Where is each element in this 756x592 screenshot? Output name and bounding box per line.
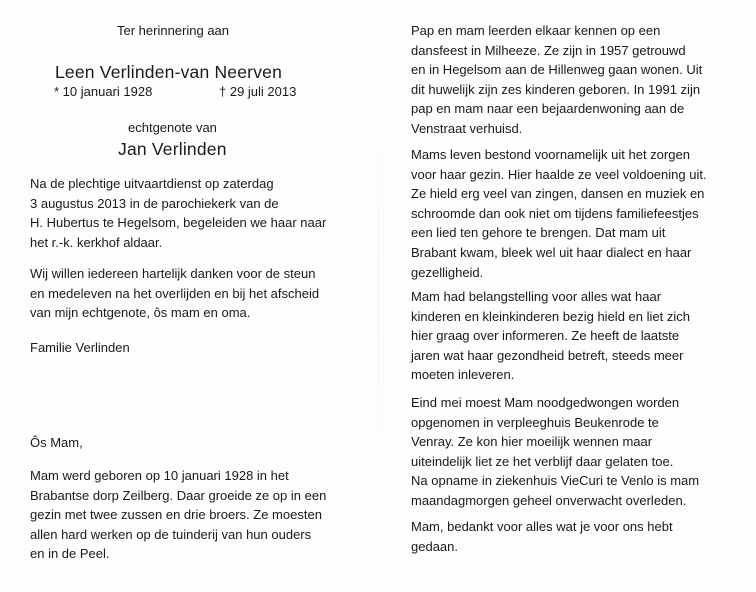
text-line: en medeleven na het overlijden en bij het afscheid xyxy=(30,285,320,301)
text-line: gezin met twee zussen en drie broers. Ze moesten xyxy=(30,507,322,523)
family-signature: Familie Verlinden xyxy=(30,340,130,355)
story-paragraph-4 xyxy=(411,287,690,385)
text-line: voor haar gezin. Hier haalde ze veel voldoening uit. xyxy=(411,166,707,182)
text-line: hier graag over informeren. Ze heeft de laatste xyxy=(411,328,680,344)
spouse-name: Jan Verlinden xyxy=(118,139,227,159)
text-line: Mams leven bestond voornamelijk uit het zorgen xyxy=(411,147,690,162)
text-line: Ze hield erg veel van zingen, dansen en muziek en xyxy=(411,186,705,202)
text-line: Venstraat verhuisd. xyxy=(411,120,523,136)
text-line: allen hard werken op de tuinderij van hun ouders xyxy=(30,526,312,542)
text-line: kinderen en kleinkinderen bezig hield en liet zich xyxy=(411,308,690,324)
text-line: Na opname in ziekenhuis VieCuri te Venlo is mam xyxy=(411,473,700,489)
birth-date: * 10 januari 1928 xyxy=(54,84,153,99)
text-line: Pap en mam leerden elkaar kennen op een xyxy=(411,23,661,38)
text-line: gezelligheid. xyxy=(411,264,484,280)
salutation: Ôs Mam, xyxy=(30,435,83,450)
story-paragraph-6 xyxy=(411,517,673,556)
text-line: Mam werd geboren op 10 januari 1928 in het xyxy=(30,468,289,483)
text-line: dansfeest in Milheeze. Ze zijn in 1957 getrouwd xyxy=(411,42,686,58)
text-line: en in de Peel. xyxy=(30,546,110,562)
text-line: Wij willen iedereen hartelijk danken voor de steun xyxy=(30,266,316,281)
story-paragraph-3 xyxy=(411,145,707,282)
text-line: moeten inleveren. xyxy=(411,367,515,383)
deceased-name: Leen Verlinden-van Neerven xyxy=(55,62,283,82)
text-line: dit huwelijk zijn zes kinderen geboren. In 1991 zijn xyxy=(411,81,701,97)
death-date: † 29 juli 2013 xyxy=(219,84,297,99)
story-paragraph-2 xyxy=(411,21,702,139)
text-line: uiteindelijk liet ze het verblijf daar gelaten toe. xyxy=(411,453,674,469)
story-paragraph-5 xyxy=(411,393,699,511)
text-line: Brabant kwam, bleek wel uit haar dialect en haar xyxy=(411,244,692,260)
text-line: maandagmorgen geheel onverwacht overleden. xyxy=(411,492,687,508)
text-line: Na de plechtige uitvaartdienst op zaterdag xyxy=(30,176,274,191)
text-line: pap en mam naar een bejaardenwoning aan de xyxy=(411,101,685,117)
intro-text: Ter herinnering aan xyxy=(117,23,230,38)
text-line: Venray. Ze kon hier moeilijk wennen maar xyxy=(411,434,653,450)
text-line: van mijn echtgenote, ôs mam en oma. xyxy=(30,305,251,321)
text-line: Mam had belangstelling voor alles wat haar xyxy=(411,289,662,304)
text-line: H. Hubertus te Hegelsom, begeleiden we haar naar xyxy=(30,215,327,231)
text-line: gedaan. xyxy=(411,538,458,554)
funeral-announcement xyxy=(30,174,326,252)
text-line: Eind mei moest Mam noodgedwongen worden xyxy=(411,395,680,410)
text-line: schroomde dan ook niet om tijdens familiefeestjes xyxy=(411,205,699,221)
text-line: Mam, bedankt voor alles wat je voor ons hebt xyxy=(411,519,673,534)
center-fold xyxy=(378,0,379,592)
text-line: Brabantse dorp Zeilberg. Daar groeide ze op in een xyxy=(30,487,327,503)
thanks-paragraph xyxy=(30,264,319,323)
text-line: een lied ten gehore te brengen. Dat mam uit xyxy=(411,225,666,241)
spouse-label: echtgenote van xyxy=(128,120,217,135)
text-line: opgenomen in verpleeghuis Beukenrode te xyxy=(411,414,659,430)
text-line: jaren wat haar gezondheid betreft, steeds meer xyxy=(411,347,684,363)
text-line: en in Hegelsom aan de Hillenweg gaan wonen. Uit xyxy=(411,62,703,78)
text-line: het r.-k. kerkhof aldaar. xyxy=(30,234,163,250)
text-line: 3 augustus 2013 in de parochiekerk van de xyxy=(30,195,279,211)
story-paragraph-1 xyxy=(30,466,326,564)
